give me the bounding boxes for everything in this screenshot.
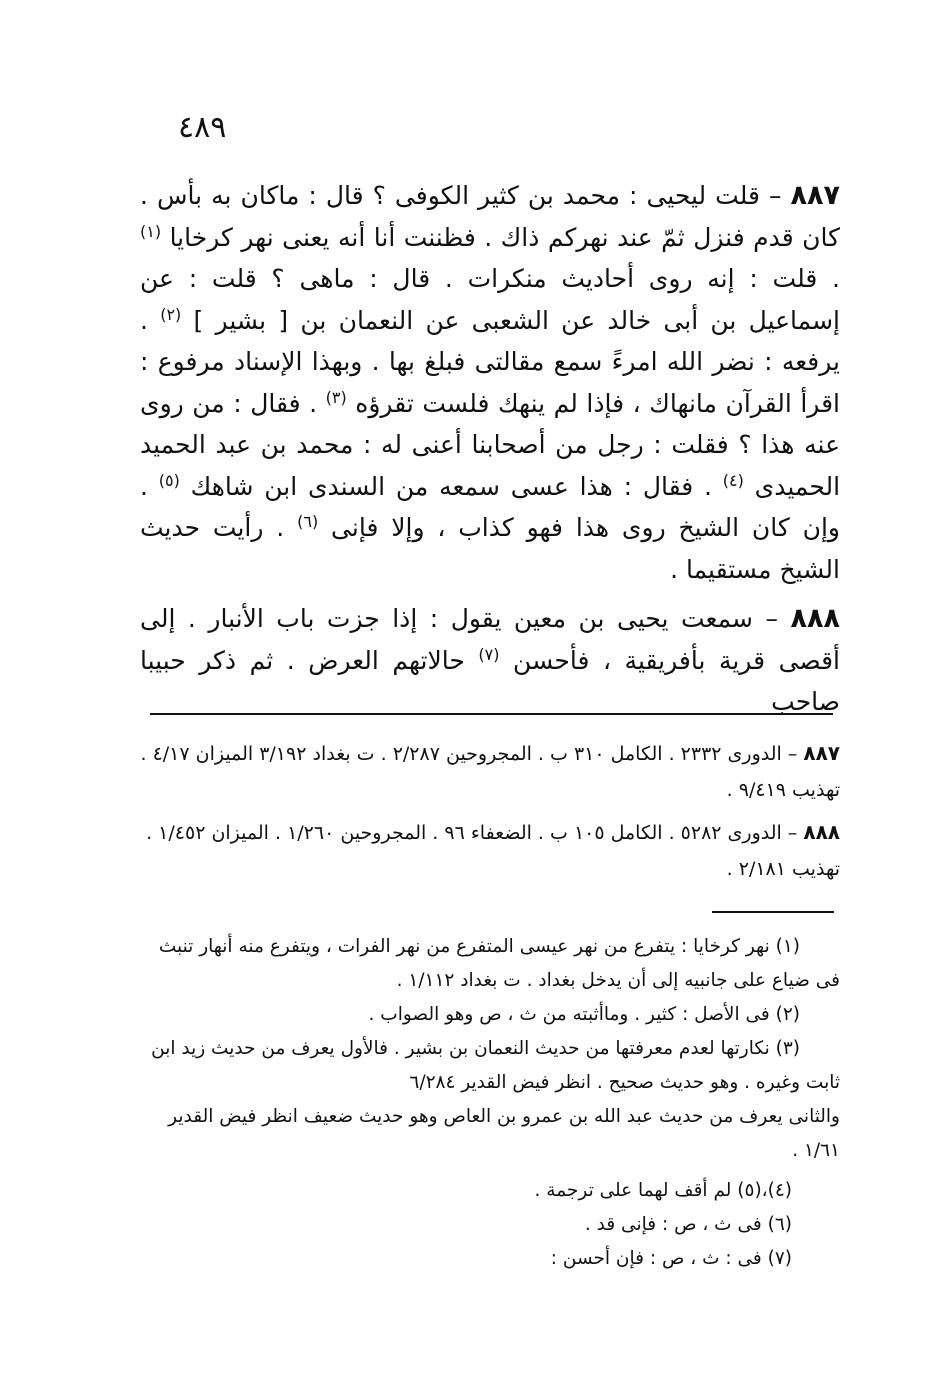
entry-text: بأس . كان قدم فنزل ثمّ عند نهركم ذاك . فظننت أنا أنه يعنى نهر <box>140 181 841 252</box>
entry-number: ٨٨٨ <box>790 603 840 634</box>
entry-888 <box>140 598 840 723</box>
footnote-ref: (٧) <box>478 644 500 664</box>
footnote-ref: (٤) <box>722 470 744 490</box>
entry-text: . رأيت حديث الشيخ <box>140 513 840 584</box>
entry-number: ٨٨٧ <box>790 180 840 211</box>
entry-text: كان الشيخ روى هذا فهو كذاب ، وإلا فإنى <box>331 513 790 542</box>
footnote: (٦) فى ث ، ص : فإنى قد . <box>584 1214 792 1235</box>
footnote: (٤)،(٥) لم أقف لهما على ترجمة . <box>534 1180 792 1201</box>
entry-text: حالاتهم العرض . ثم ذكر حبيبا صاحب <box>140 645 840 716</box>
footnote-ref: (٦) <box>297 512 319 531</box>
entry-text: عن إسماعيل بن أبى خالد عن الشعبى عن النعمان بن [ بشير ] <box>140 264 840 335</box>
entry-text: يرفعه : نضر الله امرءً سمع مقالتى فبلغ بها . وبهذا الإسناد مرفوع : اقرأ <box>140 347 840 418</box>
entry-text: القرآن مانهاك ، فإذا لم ينهك فلست تقرؤه <box>355 388 792 418</box>
sources-divider <box>150 713 833 715</box>
entry-text: مستقيما . <box>670 554 772 584</box>
source-text: – الدورى ٥٢٨٢ . الكامل ١٠٥ ب . الضعفاء ٩٦ . المجروحين ١/٢٦٠ . الميزان ١/٤٥٢ . تهذيب ٢/١٨١ . <box>146 822 840 880</box>
footnote: (١) نهر كرخايا : يتفرع من نهر عيسى المتفرع من نهر الفرات ، ويتفرع منه أنهار تنبث فى ضياع على جانبيه إلى أن يدخل بغداد . ت بغداد ١/١١٢ . <box>158 936 840 991</box>
footnote-ref: (١) <box>140 221 162 241</box>
entry-text: . <box>140 305 148 335</box>
entry-text: . فقال : هذا عسى سمعه من السندى ابن شاهك <box>190 471 712 501</box>
entry-text: – قلت ليحيى : محمد بن كثير الكوفى ؟ قال : ماكان به <box>211 181 782 210</box>
sources-block <box>140 735 840 887</box>
entry-text: أقصى قرية بأفريقية ، فأحسن <box>513 645 841 675</box>
footnote-ref: (٢) <box>160 304 182 324</box>
main-text <box>140 175 840 723</box>
footnote: (٧) فى : ث ، ص : فإن أحسن : <box>550 1248 792 1269</box>
source-888 <box>140 814 840 887</box>
source-text: – الدورى ٢٣٣٢ . الكامل ٣١٠ ب . المجروحين ٢/٢٨٧ . ت بغداد ٣/١٩٢ الميزان ٤/١٧ . تهذيب ٩/٤١٩ . <box>140 743 840 801</box>
entry-text: الحميدى <box>754 471 841 501</box>
footnote: (٢) فى الأصل : كثير . وماأثبته من ث ، ص وهو الصواب . <box>368 1004 800 1025</box>
entry-text: كرخايا <box>169 222 233 252</box>
entry-887 <box>140 175 840 590</box>
footnotes-divider <box>712 911 834 913</box>
entry-text: هذا ؟ فقلت : رجل من أصحابنا أعنى له : محمد بن عبد الحميد <box>140 430 795 459</box>
source-number: ٨٨٧ <box>803 741 840 765</box>
footnote-ref: (٥) <box>158 470 180 490</box>
source-number: ٨٨٨ <box>803 820 840 844</box>
entry-text: . فقال : من روى عنه <box>140 388 840 459</box>
entry-text: . وإن <box>140 471 840 542</box>
entry-text: – سمعت يحيى بن معين يقول : إذا جزت باب الأنبار . إلى <box>140 604 779 633</box>
footnote-continuation: والثانى يعرف من حديث عبد الله بن عمرو بن العاص وهو حديث ضعيف انظر فيض القدير ١/٦١ . <box>168 1106 840 1161</box>
footnotes-block <box>140 930 840 1276</box>
footnote-ref: (٣) <box>325 387 347 407</box>
page-number: ٤٨٩ <box>178 110 227 145</box>
footnote: (٣) نكارتها لعدم معرفتها من حديث النعمان بن بشير . فالأول يعرف من حديث زيد ابن ثابت وغيره . وهو حديث صحيح . انظر فيض القدير ٦/٢٨٤ <box>151 1038 840 1093</box>
entry-text: . قلت : إنه روى أحاديث منكرات . قال : ماهى ؟ قلت : <box>188 264 840 293</box>
source-887 <box>140 735 840 808</box>
